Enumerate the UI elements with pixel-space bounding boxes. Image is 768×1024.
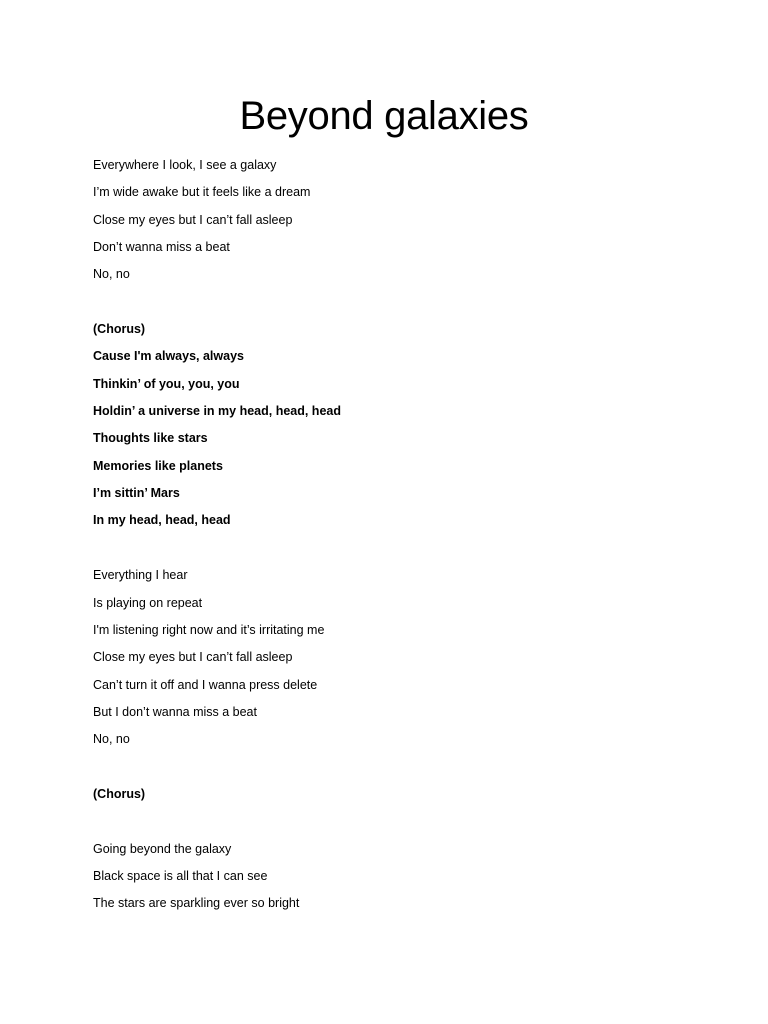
- lyric-line: I’m sittin’ Mars: [93, 486, 180, 501]
- lyric-line: The stars are sparkling ever so bright: [93, 896, 300, 911]
- lyric-line: But I don’t wanna miss a beat: [93, 704, 257, 719]
- lyric-line: Everything I hear: [93, 568, 188, 583]
- lyric-line: Thinkin’ of you, you, you: [93, 376, 240, 391]
- lyric-line: Is playing on repeat: [93, 595, 203, 610]
- chorus-marker: (Chorus): [93, 322, 146, 337]
- lyric-line: Can’t turn it off and I wanna press delete: [93, 677, 318, 692]
- lyric-line: In my head, head, head: [93, 513, 231, 528]
- lyric-line: No, no: [93, 267, 130, 282]
- lyric-line: I’m wide awake but it feels like a dream: [93, 185, 311, 200]
- lyric-line: Black space is all that I can see: [93, 868, 268, 883]
- blank-line: [93, 289, 693, 316]
- blank-line: [93, 754, 693, 781]
- lyrics-body: [93, 152, 693, 918]
- lyric-line: No, no: [93, 732, 130, 747]
- lyric-line: I'm listening right now and it’s irritating me: [93, 622, 325, 637]
- lyric-line: Holdin’ a universe in my head, head, head: [93, 404, 341, 419]
- chorus-marker: (Chorus): [93, 786, 146, 801]
- lyric-line: Don’t wanna miss a beat: [93, 240, 230, 255]
- lyric-line: Close my eyes but I can’t fall asleep: [93, 650, 293, 665]
- lyric-line: Everywhere I look, I see a galaxy: [93, 158, 277, 172]
- lyric-line: Memories like planets: [93, 458, 223, 473]
- lyric-line: Going beyond the galaxy: [93, 841, 232, 856]
- lyric-line: Close my eyes but I can’t fall asleep: [93, 212, 293, 227]
- lyric-line: Cause I'm always, always: [93, 349, 244, 364]
- lyric-line: Thoughts like stars: [93, 431, 208, 446]
- blank-line: [93, 535, 693, 562]
- blank-line: [93, 808, 693, 835]
- page-title: Beyond galaxies: [239, 94, 529, 138]
